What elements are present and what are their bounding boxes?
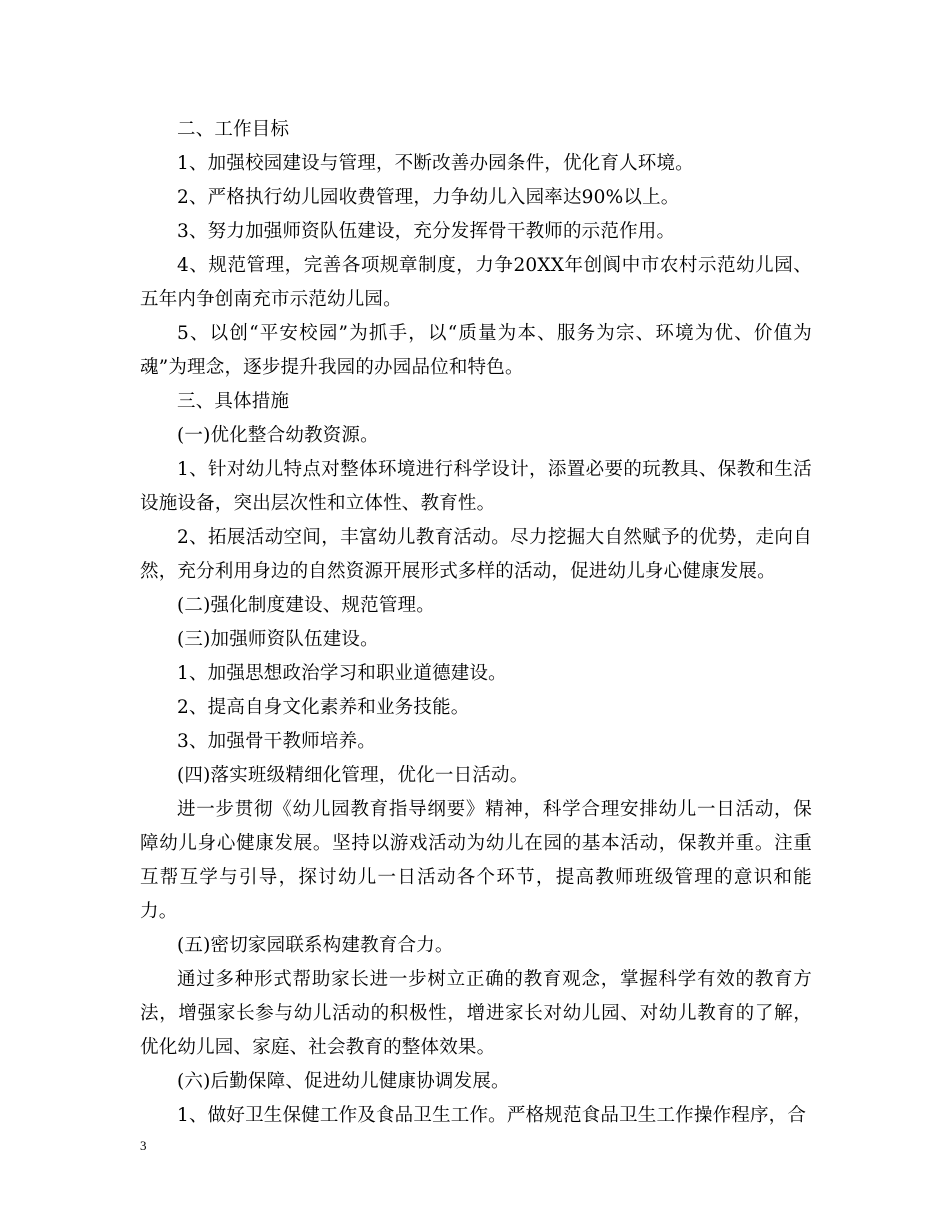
page-number: 3 xyxy=(140,1138,147,1153)
section-heading-goals: 二、工作目标 xyxy=(177,119,290,140)
measure-paragraph-5: 通过多种形式帮助家长进一步树立正确的教育观念，掌握科学有效的教育方法，增强家长参与幼儿活动的积极性，增进家长对幼儿园、对幼儿教育的了解，优化幼儿园、家庭、社会教育的整体效果。 xyxy=(140,969,812,1058)
subsection-heading-1: (一)优化整合幼教资源。 xyxy=(177,425,379,446)
subsection-heading-3: (三)加强师资队伍建设。 xyxy=(177,629,379,650)
subsection-heading-2: (二)强化制度建设、规范管理。 xyxy=(177,595,435,616)
subsection-heading-4: (四)落实班级精细化管理，优化一日活动。 xyxy=(177,765,529,786)
goal-item-5: 5、以创“平安校园”为抓手，以“质量为本、服务为宗、环境为优、价值为魂”为理念，逐步提升我园的办园品位和特色。 xyxy=(140,323,812,378)
goal-item-2: 2、严格执行幼儿园收费管理，力争幼儿入园率达90%以上。 xyxy=(177,187,680,208)
section-heading-measures: 三、具体措施 xyxy=(177,391,290,412)
goal-item-4: 4、规范管理，完善各项规章制度，力争20XX年创阆中市农村示范幼儿园、五年内争创南充市示范幼儿园。 xyxy=(140,255,812,310)
goal-item-3: 3、努力加强师资队伍建设，充分发挥骨干教师的示范作用。 xyxy=(177,221,676,242)
measure-item-3-3: 3、加强骨干教师培养。 xyxy=(177,731,376,752)
measure-item-1-2: 2、拓展活动空间，丰富幼儿教育活动。尽力挖掘大自然赋予的优势，走向自然，充分利用身边的自然资源开展形式多样的活动，促进幼儿身心健康发展。 xyxy=(140,527,812,582)
measure-item-1-1: 1、针对幼儿特点对整体环境进行科学设计，添置必要的玩教具、保教和生活设施设备，突出层次性和立体性、教育性。 xyxy=(140,459,812,514)
measure-item-3-2: 2、提高自身文化素养和业务技能。 xyxy=(177,697,470,718)
measure-item-3-1: 1、加强思想政治学习和职业道德建设。 xyxy=(177,663,507,684)
goal-item-1: 1、加强校园建设与管理，不断改善办园条件，优化育人环境。 xyxy=(177,153,694,174)
subsection-heading-6: (六)后勤保障、促进幼儿健康协调发展。 xyxy=(177,1071,510,1092)
subsection-heading-5: (五)密切家园联系构建教育合力。 xyxy=(177,935,454,956)
measure-paragraph-4: 进一步贯彻《幼儿园教育指导纲要》精神，科学合理安排幼儿一日活动，保障幼儿身心健康发展。坚持以游戏活动为幼儿在园的基本活动，保教并重。注重互帮互学与引导，探讨幼儿一日活动各个环节，提高教师班级管理的意识和能力。 xyxy=(140,799,812,922)
document-body xyxy=(140,113,812,1133)
measure-item-6-1: 1、做好卫生保健工作及食品卫生工作。严格规范食品卫生工作操作程序，合 xyxy=(177,1105,807,1126)
